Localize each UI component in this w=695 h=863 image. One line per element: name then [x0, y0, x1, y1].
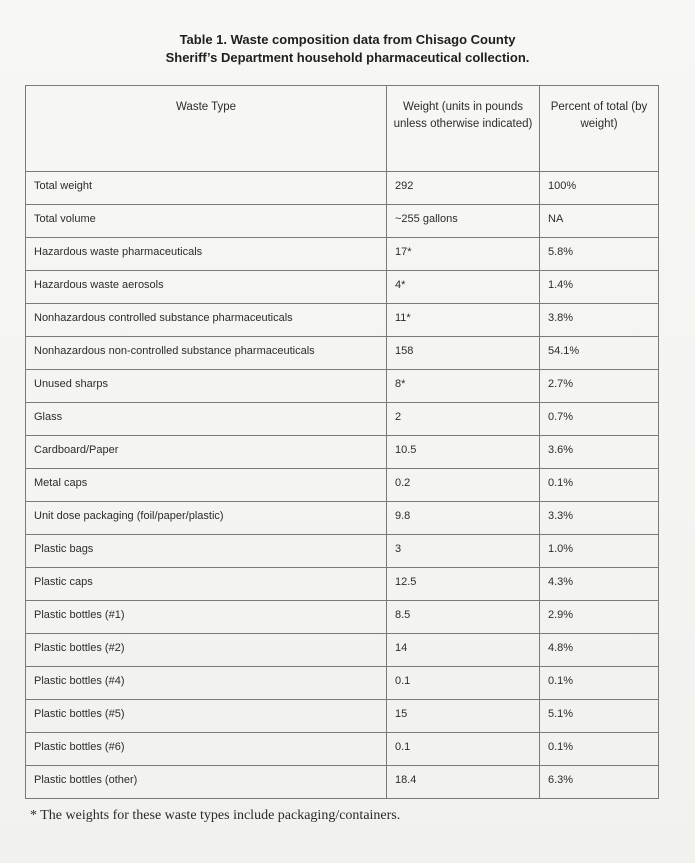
table-caption-line-1: Table 1. Waste composition data from Chisago County: [179, 32, 516, 47]
cell-percent: 0.1%: [540, 469, 659, 502]
table-row: [26, 205, 659, 238]
cell-weight: 158: [387, 337, 540, 370]
table-row: [26, 172, 659, 205]
cell-waste-type: Plastic bags: [26, 535, 387, 568]
table-row: [26, 766, 659, 799]
cell-waste-type: Plastic caps: [26, 568, 387, 601]
cell-weight: 11*: [387, 304, 540, 337]
cell-percent: 100%: [540, 172, 659, 205]
cell-weight: 10.5: [387, 436, 540, 469]
table-row: [26, 337, 659, 370]
cell-weight: 18.4: [387, 766, 540, 799]
cell-weight: 2: [387, 403, 540, 436]
cell-waste-type: Plastic bottles (#5): [26, 700, 387, 733]
table-row: [26, 370, 659, 403]
cell-waste-type: Plastic bottles (#2): [26, 634, 387, 667]
table-body: [26, 172, 659, 799]
table-row: [26, 667, 659, 700]
cell-weight: 14: [387, 634, 540, 667]
table-row: [26, 502, 659, 535]
cell-waste-type: Nonhazardous controlled substance pharmaceuticals: [26, 304, 387, 337]
cell-waste-type: Nonhazardous non-controlled substance pharmaceuticals: [26, 337, 387, 370]
header-waste-type: Waste Type: [26, 86, 387, 172]
cell-percent: 5.8%: [540, 238, 659, 271]
cell-weight: 0.1: [387, 667, 540, 700]
cell-percent: 2.9%: [540, 601, 659, 634]
cell-percent: NA: [540, 205, 659, 238]
table-row: [26, 403, 659, 436]
cell-percent: 0.1%: [540, 667, 659, 700]
cell-weight: 4*: [387, 271, 540, 304]
cell-percent: 1.0%: [540, 535, 659, 568]
cell-weight: 292: [387, 172, 540, 205]
cell-waste-type: Unit dose packaging (foil/paper/plastic): [26, 502, 387, 535]
cell-weight: 9.8: [387, 502, 540, 535]
cell-waste-type: Hazardous waste pharmaceuticals: [26, 238, 387, 271]
cell-percent: 54.1%: [540, 337, 659, 370]
table-row: [26, 535, 659, 568]
table-caption-line-2: Sheriff’s Department household pharmaceutical collection.: [165, 50, 530, 65]
cell-waste-type: Total weight: [26, 172, 387, 205]
table-row: [26, 271, 659, 304]
cell-weight: 8*: [387, 370, 540, 403]
cell-weight: 12.5: [387, 568, 540, 601]
cell-waste-type: Glass: [26, 403, 387, 436]
table-row: [26, 436, 659, 469]
cell-weight: 0.2: [387, 469, 540, 502]
cell-waste-type: Hazardous waste aerosols: [26, 271, 387, 304]
cell-waste-type: Plastic bottles (#6): [26, 733, 387, 766]
table-row: [26, 469, 659, 502]
table-row: [26, 238, 659, 271]
cell-percent: 6.3%: [540, 766, 659, 799]
cell-percent: 4.3%: [540, 568, 659, 601]
cell-percent: 1.4%: [540, 271, 659, 304]
footnote: * The weights for these waste types include packaging/containers.: [30, 808, 401, 823]
header-weight: Weight (units in pounds unless otherwise indicated): [387, 86, 540, 172]
cell-percent: 3.6%: [540, 436, 659, 469]
cell-waste-type: Plastic bottles (other): [26, 766, 387, 799]
table-row: [26, 601, 659, 634]
cell-weight: 0.1: [387, 733, 540, 766]
cell-waste-type: Total volume: [26, 205, 387, 238]
cell-waste-type: Plastic bottles (#4): [26, 667, 387, 700]
cell-percent: 3.3%: [540, 502, 659, 535]
table-row: [26, 304, 659, 337]
waste-composition-table: [25, 85, 659, 799]
cell-percent: 4.8%: [540, 634, 659, 667]
header-percent: Percent of total (by weight): [540, 86, 659, 172]
table-header-row: [26, 86, 659, 172]
table-row: [26, 634, 659, 667]
cell-weight: 15: [387, 700, 540, 733]
cell-percent: 2.7%: [540, 370, 659, 403]
table-row: [26, 700, 659, 733]
cell-percent: 0.7%: [540, 403, 659, 436]
cell-weight: 3: [387, 535, 540, 568]
cell-waste-type: Unused sharps: [26, 370, 387, 403]
table-row: [26, 733, 659, 766]
cell-waste-type: Cardboard/Paper: [26, 436, 387, 469]
cell-percent: 0.1%: [540, 733, 659, 766]
cell-weight: 8.5: [387, 601, 540, 634]
cell-percent: 3.8%: [540, 304, 659, 337]
cell-waste-type: Metal caps: [26, 469, 387, 502]
cell-weight: ~255 gallons: [387, 205, 540, 238]
cell-percent: 5.1%: [540, 700, 659, 733]
table-row: [26, 568, 659, 601]
cell-weight: 17*: [387, 238, 540, 271]
cell-waste-type: Plastic bottles (#1): [26, 601, 387, 634]
